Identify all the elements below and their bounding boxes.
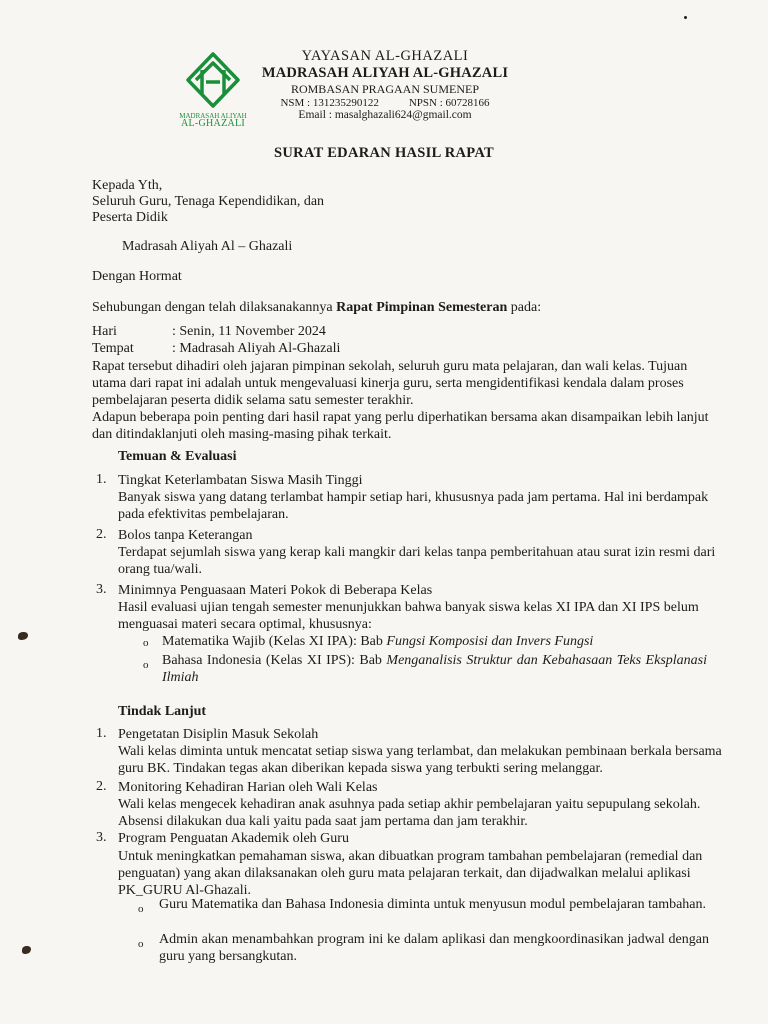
place-label: Tempat (92, 341, 134, 356)
school-logo (176, 50, 250, 130)
subitem-text: Bahasa Indonesia (Kelas XI IPS): Bab (162, 653, 387, 668)
body-paragraph-1: Rapat tersebut dihadiri oleh jajaran pimpinan sekolah, seluruh guru mata pelajaran, dan wali kelas. Tujuan utama dari rapat ini adalah untuk mengevaluasi kinerja guru, serta mengidentifikasi kendala dalam proses pembelajaran peserta didik selama satu semester terakhir. (92, 359, 688, 408)
finding-3-subitem-2 (162, 652, 707, 686)
action-1-title: Pengetatan Disiplin Masuk Sekolah (118, 727, 319, 742)
intro-post: pada: (507, 300, 542, 315)
action-3-subitem-2: Admin akan menambahkan program ini ke dalam aplikasi dan mengkoordinasikan jadwal dengan guru yang bersangkutan. (159, 932, 709, 964)
action-3-desc: Untuk meningkatkan pemahaman siswa, akan dibuatkan program tambahan pembelajaran (remedial dan penguatan) yang akan dilaksanakan oleh guru mata pelajaran terkait, dan dijadwalkan melalui aplikasi PK_GURU Al-Ghazali. (118, 849, 703, 898)
section-heading-findings: Temuan & Evaluasi (118, 449, 237, 464)
subitem-text: Matematika Wajib (Kelas XI IPA): Bab (162, 634, 387, 649)
logo-small-text: MADRASAH ALIYAH (179, 112, 247, 120)
day-value: : Senin, 11 November 2024 (172, 324, 326, 339)
recipient-line-2: Seluruh Guru, Tenaga Kependidikan, dan (92, 194, 325, 209)
finding-3-number: 3. (96, 582, 107, 597)
finding-3-desc: Hasil evaluasi ujian tengah semester menunjukkan bahwa banyak siswa kelas XI IPA dan XI IPS belum menguasai materi secara optimal, khususnya: (118, 600, 699, 632)
logo-text: AL-GHAZALI (180, 118, 246, 129)
action-1-number: 1. (96, 726, 107, 741)
subitem-bullet: o (143, 637, 149, 649)
foundation-name: YAYASAN AL-GHAZALI (301, 48, 469, 64)
intro-pre: Sehubungan dengan telah dilaksanakannya (92, 300, 337, 315)
action-2-number: 2. (96, 779, 107, 794)
recipient-school: Madrasah Aliyah Al – Ghazali (122, 239, 293, 254)
section-heading-follow-up: Tindak Lanjut (118, 704, 207, 719)
finding-3-subitem-1 (162, 633, 593, 650)
scan-speck (22, 946, 31, 954)
greeting: Dengan Hormat (92, 269, 182, 284)
recipient-line-1: Kepada Yth, (92, 178, 163, 193)
school-address: ROMBASAN PRAGAAN SUMENEP (290, 82, 480, 96)
subitem-chapter: Fungsi Komposisi dan Invers Fungsi (386, 634, 594, 649)
subitem-bullet: o (138, 938, 144, 950)
action-3-subitem-1: Guru Matematika dan Bahasa Indonesia diminta untuk menyusun modul pembelajaran tambahan. (159, 897, 707, 912)
finding-1-number: 1. (96, 472, 107, 487)
letterhead (255, 48, 515, 121)
school-name: MADRASAH ALIYAH AL-GHAZALI (261, 65, 509, 81)
recipient-line-3: Peserta Didik (92, 210, 168, 225)
finding-3-title: Minimnya Penguasaan Materi Pokok di Beberapa Kelas (118, 583, 433, 598)
intro-line (92, 299, 541, 316)
subitem-bullet: o (143, 659, 149, 671)
meeting-name: Rapat Pimpinan Semesteran (336, 300, 508, 315)
day-label: Hari (92, 324, 117, 339)
body-paragraph-2: Adapun beberapa poin penting dari hasil rapat yang perlu diperhatikan bersama akan disampaikan lebih lanjut dan ditindaklanjuti oleh masing-masing pihak terkait. (92, 410, 709, 442)
school-email: Email : masalghazali624@gmail.com (298, 109, 472, 121)
scan-speck (684, 16, 687, 19)
subitem-chapter: Menganalisis Struktur dan Kebahasaan Teks Eksplanasi Ilmiah (162, 653, 707, 685)
nsm-number: NSM : 131235290122 (280, 97, 379, 109)
school-emblem-icon (176, 50, 250, 112)
scan-speck (18, 632, 28, 640)
action-2-desc: Wali kelas mengecek kehadiran anak asuhnya pada setiap akhir pembelajaran yaitu sepupulang sekolah. Absensi dilakukan dua kali yaitu pada saat jam pertama dan jam terakhir. (118, 797, 701, 829)
place-value: : Madrasah Aliyah Al-Ghazali (172, 341, 341, 356)
action-2-title: Monitoring Kehadiran Harian oleh Wali Kelas (118, 780, 378, 795)
finding-2-desc: Terdapat sejumlah siswa yang kerap kali mangkir dari kelas tanpa pemberitahuan atau surat izin resmi dari orang tua/wali. (118, 545, 716, 577)
npsn-number: NPSN : 60728166 (408, 97, 490, 109)
action-3-title: Program Penguatan Akademik oleh Guru (118, 831, 349, 846)
action-1-desc: Wali kelas diminta untuk mencatat setiap siswa yang terlambat, dan melakukan pembinaan berkala bersama guru BK. Tindakan tegas akan diberikan kepada siswa yang terbukti sering melanggar. (118, 744, 722, 776)
action-3-number: 3. (96, 830, 107, 845)
finding-2-number: 2. (96, 527, 107, 542)
finding-1-desc: Banyak siswa yang datang terlambat hampir setiap hari, khususnya pada jam pertama. Hal ini berdampak pada efektivitas pembelajaran. (118, 490, 709, 522)
finding-2-title: Bolos tanpa Keterangan (118, 528, 253, 543)
school-ids (255, 97, 515, 109)
document-title: SURAT EDARAN HASIL RAPAT (273, 145, 495, 161)
subitem-bullet: o (138, 903, 144, 915)
finding-1-title: Tingkat Keterlambatan Siswa Masih Tinggi (118, 473, 363, 488)
